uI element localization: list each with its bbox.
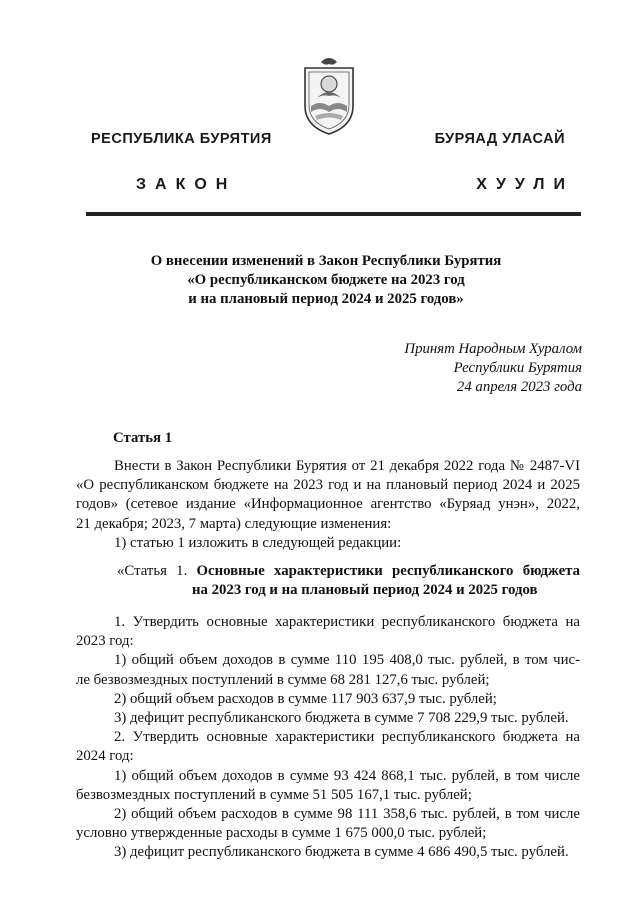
law-label-ru: ЗАКОН [136,176,237,193]
law-title-line: «О республиканском бюджете на 2023 год [187,272,465,288]
paragraph-line: 3) дефицит республиканского бюджета в сумме 4 686 490,5 тыс. рублей. [114,844,569,861]
republic-name-bua: БУРЯАД УЛАСАЙ [434,131,565,147]
new-article-title: Основные характеристики республиканского бюджета [196,563,580,579]
intro-line: Внести в Закон Республики Бурятия от 21 декабря 2022 года № 2487-VI [114,458,580,474]
law-title-line: и на плановый период 2024 и 2025 годов» [188,291,464,307]
paragraph-line: 2) общий объем расходов в сумме 98 111 358,6 тыс. рублей, в том числе [114,806,580,823]
paragraph-line: безвозмездных поступлений в сумме 51 505 167,1 тыс. рублей; [76,786,472,803]
intro-line: «О республиканском бюджете на 2023 год и на плановый период 2024 и 2025 [76,477,580,494]
new-article-title: на 2023 год и на плановый период 2024 и 2025 годов [192,582,538,598]
paragraph-line: ле безвозмездных поступлений в сумме 68 281 127,6 тыс. рублей; [76,671,490,688]
paragraph-line: условно утвержденные расходы в сумме 1 675 000,0 тыс. рублей; [76,825,487,842]
article-heading: Статья 1 [113,430,173,446]
paragraph-line: 3) дефицит республиканского бюджета в сумме 7 708 229,9 тыс. рублей. [114,710,569,727]
paragraph-line: 1) общий объем доходов в сумме 93 424 868,1 тыс. рублей, в том числе [114,767,580,784]
law-label-bua: ХУУЛИ [476,176,574,193]
law-title-line: О внесении изменений в Закон Республики Бурятия [150,253,502,269]
paragraph-line: 2024 год: [76,748,134,765]
new-article-prefix: «Статья 1. [117,563,188,579]
adoption-note [404,340,582,397]
intro-line: годов» (сетевое издание «Информационное агентство «Буряад унэн», 2022, [76,496,580,513]
coat-of-arms-emblem-icon [297,54,361,138]
header-divider [86,212,581,216]
intro-line: 21 декабря; 2023, 7 марта) следующие изменения: [76,515,392,532]
article-intro [76,457,580,553]
paragraph-line: 2. Утвердить основные характеристики республиканского бюджета на [114,729,580,746]
paragraph-line: 2) общий объем расходов в сумме 117 903 637,9 тыс. рублей; [114,690,497,707]
adoption-date: 24 апреля 2023 года [456,379,582,395]
paragraph-line: 1) общий объем доходов в сумме 110 195 408,0 тыс. рублей, в том чис- [114,652,580,669]
paragraph-line: 2023 год: [76,633,134,650]
budget-characteristics [76,613,580,863]
republic-name-ru: РЕСПУБЛИКА БУРЯТИЯ [91,131,272,147]
adoption-line: Республики Бурятия [453,360,582,376]
law-title [76,252,576,309]
amendment-item: 1) статью 1 изложить в следующей редакции: [114,534,402,551]
adoption-line: Принят Народным Хуралом [404,341,582,357]
new-article-heading [117,562,580,600]
paragraph-line: 1. Утвердить основные характеристики республиканского бюджета на [114,614,580,630]
